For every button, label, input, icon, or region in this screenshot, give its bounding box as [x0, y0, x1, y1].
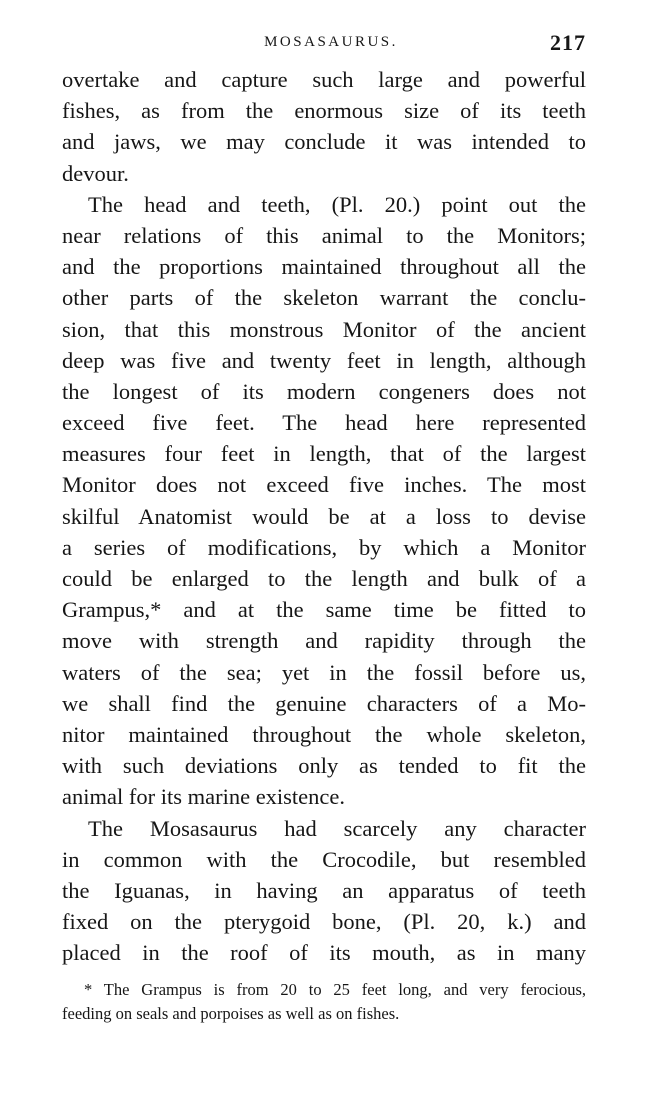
footnote-line: feeding on seals and porpoises as well as on fishes. — [62, 1004, 400, 1024]
text-line: with such deviations only as tended to fit the — [62, 753, 586, 779]
text-line: deep was five and twenty feet in length, although — [62, 347, 586, 373]
text-line: The Mosasaurus had scarcely any character — [88, 815, 586, 841]
text-line: we shall find the genuine characters of a Mo- — [62, 690, 586, 716]
text-line: and jaws, we may conclude it was intended to — [62, 129, 586, 155]
text-line: Monitor does not exceed five inches. The most — [62, 472, 586, 498]
body-text — [62, 64, 586, 968]
text-line: nitor maintained throughout the whole skeleton, — [62, 721, 586, 747]
book-page — [62, 30, 586, 1026]
text-line: skilful Anatomist would be at a loss to devise — [62, 503, 586, 529]
text-line: fishes, as from the enormous size of its teeth — [62, 98, 586, 124]
text-line: placed in the roof of its mouth, as in many — [62, 940, 586, 966]
paragraph — [62, 64, 586, 189]
text-line: exceed five feet. The head here represented — [62, 410, 586, 436]
running-head — [62, 30, 586, 62]
text-line: near relations of this animal to the Monitors; — [62, 222, 586, 248]
text-line: measures four feet in length, that of the largest — [62, 441, 586, 467]
page-number: 217 — [550, 30, 586, 55]
text-line: the Iguanas, in having an apparatus of teeth — [62, 877, 586, 903]
text-line: other parts of the skeleton warrant the conclu- — [62, 285, 586, 311]
text-line: animal for its marine existence. — [62, 784, 346, 810]
text-line: overtake and capture such large and powerful — [62, 67, 586, 92]
footnote — [62, 978, 586, 1026]
footnote-line: * The Grampus is from 20 to 25 feet long, and very ferocious, — [84, 980, 586, 1000]
text-line: sion, that this monstrous Monitor of the ancient — [62, 316, 586, 342]
text-line: devour. — [62, 160, 129, 186]
text-line: The head and teeth, (Pl. 20.) point out the — [88, 191, 586, 217]
text-line: the longest of its modern congeners does not — [62, 378, 586, 404]
paragraph — [62, 189, 586, 813]
text-line: Grampus,* and at the same time be fitted to — [62, 597, 586, 623]
text-line: waters of the sea; yet in the fossil before us, — [62, 659, 586, 685]
paragraph — [62, 813, 586, 969]
text-line: in common with the Crocodile, but resembled — [62, 846, 586, 872]
text-line: could be enlarged to the length and bulk of a — [62, 566, 586, 591]
text-line: and the proportions maintained throughout all the — [62, 254, 586, 280]
running-title: MOSASAURUS. — [264, 34, 398, 50]
text-line: fixed on the pterygoid bone, (Pl. 20, k.) and — [62, 909, 586, 935]
text-line: a series of modifications, by which a Monitor — [62, 534, 586, 560]
text-line: move with strength and rapidity through the — [62, 628, 586, 654]
